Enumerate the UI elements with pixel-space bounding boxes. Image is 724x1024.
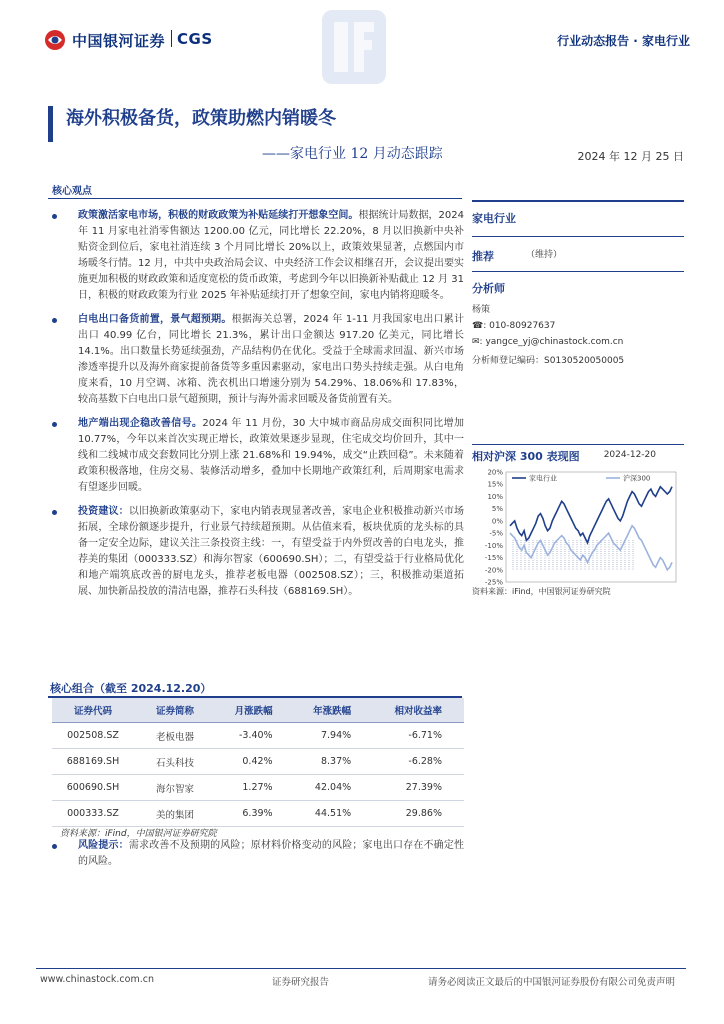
bullet-text: 根据统计局数据，2024 年 11 月家电社消零售额达 1200.00 亿元，同比增长 22.20%，8 月以旧换新中央补贴资金到位后，家电社消连续 3 个月同比增长 20%以上，政策效果显著，点燃国内市场暖冬行情。12 月，中共中央政治局会议、中央经济工作会议相继召开，会议提出要实施更加积极的财政政策和适度宽松的货币政策，考虑到今年以旧换新补贴截止 12 月 31 日，积极的财政政策为行业 2025 年补贴延续打开了想象空间，家电内销将迎暖冬。	[78, 210, 465, 301]
table-row: 002508.SZ 老板电器 -3.40% 7.94% -6.71%	[52, 723, 464, 749]
page-subtitle: ——家电行业 12 月动态跟踪	[262, 146, 443, 162]
portfolio-table	[52, 698, 464, 827]
bullet-item	[52, 312, 464, 408]
sidebar	[472, 200, 684, 366]
footer-disclaimer: 请务必阅读正文最后的中国银河证券股份有限公司免责声明	[428, 977, 676, 988]
bullet-item	[52, 208, 464, 304]
chart-panel	[472, 444, 684, 604]
col-header: 年涨跌幅	[295, 698, 374, 723]
core-view-label: 核心观点	[52, 186, 92, 197]
chart-title: 相对沪深 300 表现图	[472, 450, 580, 463]
table-header-row	[52, 698, 464, 723]
bullet-text: 以旧换新政策驱动下，家电内销表现显著改善，家电企业积极推动新兴市场拓展，全球份额逐步提升，行业景气持续超预期。从估值来看，板块优质的龙头标的具备一定安全边际，建议关注三条投资主线：一，有望受益于内外贸改善的白电龙头，推荐美的集团（000333.SZ）和海尔智家（600690.SH）；二，有望受益于行业格局优化和地产端筑底改善的厨电龙头，推荐老板电器（002508.SZ）；三，积极推动渠道拓展、加快新品投放的清洁电器，推荐石头科技（688169.SH）。	[78, 506, 465, 597]
analyst-email[interactable]: ✉: yangce_yj@chinastock.com.cn	[472, 337, 624, 347]
bullet-list	[52, 208, 464, 608]
bullet-text: 2024 年 11 月份，30 大中城市商品房成交面积同比增加 10.77%，今年以来首次实现正增长，政策效果逐步显现，住宅成交均价回升，其中一线和二线城市成交套数同比分别上涨 21.68%和 19.94%，成交“止跌回稳”。未来随着政策积极落地，住房交易、装修活动增多，叠加中长期地产政策红利，后周期家电需求有望逐步回暖。	[78, 418, 464, 493]
y-tick-label: -10%	[484, 541, 503, 550]
page-title: 海外积极备货，政策助燃内销暖冬	[66, 108, 336, 129]
analyst-name: 杨策	[472, 305, 491, 315]
phone-icon: ☎:	[472, 321, 490, 331]
risk-note	[52, 838, 464, 870]
col-header: 证券简称	[134, 698, 216, 723]
sidebar-industry: 家电行业	[472, 212, 516, 225]
table-row: 688169.SH 石头科技 0.42% 8.37% -6.28%	[52, 749, 464, 775]
rating-value: （维持）	[526, 250, 563, 260]
legend-label: 家电行业	[529, 474, 557, 483]
y-tick-label: 5%	[491, 505, 503, 514]
title-accent-bar	[48, 106, 53, 142]
risk-heading: 风险提示：	[78, 840, 129, 851]
bullet-heading: 政策激活家电市场，积极的财政政策为补贴延续打开想象空间。	[78, 210, 359, 221]
portfolio-title: 核心组合（截至 2024.12.20）	[50, 682, 212, 695]
series-line-industry	[510, 487, 672, 543]
bullet-heading: 白电出口备货前置，景气超预期。	[78, 314, 232, 325]
table-source: 资料来源：iFind，中国银河证券研究院	[60, 829, 217, 839]
table-row: 600690.SH 海尔智家 1.27% 42.04% 27.39%	[52, 775, 464, 801]
rating	[472, 245, 684, 263]
bullet-dot-icon	[52, 318, 57, 323]
y-tick-label: 20%	[487, 468, 503, 477]
bullet-text: 根据海关总署，2024 年 1-11 月我国家电出口累计出口 40.99 亿台，同比增长 21.3%，累计出口金额达 917.20 亿美元，同比增长 14.1%。出口数量长势延续强劲，产品结构仍在优化。受益于全球需求回温、新兴市场渗透率提升以及海外商家提前备货等多重因素驱动，家电出口势头持续走强。从白电角度来看，10 月空调、冰箱、洗衣机出口增速分别为 54.29%、18.06%和 17.83%，较高基数下白电出口景气超预期，预计与海外需求回暖及备货前置有关。	[78, 314, 464, 405]
chart-date: 2024-12-20	[603, 450, 656, 460]
watermark-emblem-icon	[318, 8, 390, 86]
bullet-item	[52, 504, 464, 600]
y-tick-label: -5%	[489, 529, 503, 538]
core-view-rule	[48, 198, 462, 199]
bullet-dot-icon	[52, 844, 57, 849]
brand-cn: 中国银河证券	[72, 32, 166, 50]
y-tick-label: -20%	[484, 566, 503, 575]
performance-chart	[472, 464, 684, 594]
bullet-dot-icon	[52, 214, 57, 219]
y-tick-label: -25%	[484, 578, 503, 587]
footer-center: 证券研究报告	[272, 977, 330, 988]
rating-label: 推荐	[472, 250, 494, 263]
y-tick-label: 15%	[487, 480, 503, 489]
bullet-dot-icon	[52, 510, 57, 515]
bullet-heading: 地产端出现企稳改善信号。	[78, 418, 203, 429]
table-row: 000333.SZ 美的集团 6.39% 44.51% 29.86%	[52, 801, 464, 827]
y-tick-label: -15%	[484, 554, 503, 563]
col-header: 证券代码	[52, 698, 134, 723]
analyst-phone: ☎: 010-80927637	[472, 321, 556, 331]
col-header: 相对收益率	[373, 698, 464, 723]
analyst-label: 分析师	[472, 282, 505, 295]
footer-website[interactable]: www.chinastock.com.cn	[40, 974, 154, 985]
logo-icon	[44, 29, 66, 51]
col-header: 月涨跌幅	[216, 698, 295, 723]
brand-en: CGS	[177, 30, 213, 48]
y-tick-label: 0%	[491, 517, 503, 526]
logo	[44, 28, 244, 52]
risk-text: 需求改善不及预期的风险；原材料价格变动的风险；家电出口存在不确定性的风险。	[78, 840, 465, 867]
legend-label: 沪深300	[623, 474, 651, 483]
bullet-item	[52, 416, 464, 496]
report-date: 2024 年 12 月 25 日	[577, 150, 684, 163]
email-icon: ✉:	[472, 337, 486, 347]
bullet-heading: 投资建议：	[78, 506, 129, 517]
chart-source: 资料来源：iFind，中国银河证券研究院	[472, 587, 611, 596]
y-tick-label: 10%	[487, 492, 503, 501]
analyst-cert: 分析师登记编码：S0130520050005	[472, 356, 625, 366]
report-type: 行业动态报告 · 家电行业	[557, 34, 690, 48]
header	[0, 0, 724, 90]
bullet-dot-icon	[52, 422, 57, 427]
